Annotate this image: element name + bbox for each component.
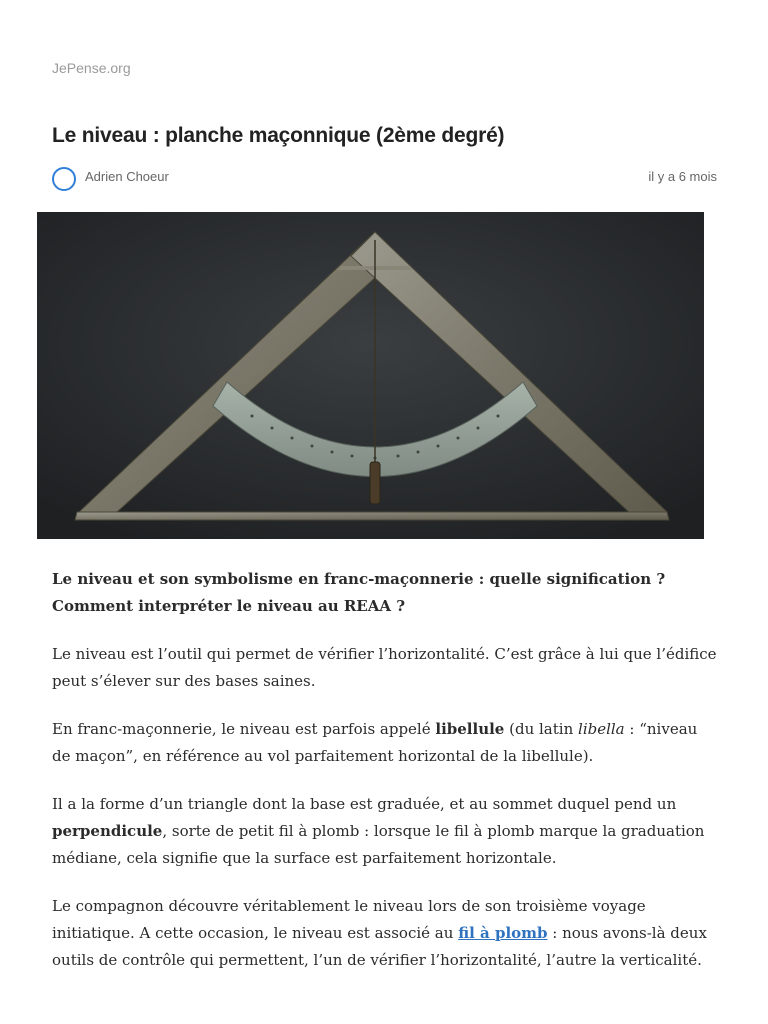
article-lead: Le niveau et son symbolisme en franc-maçonnerie : quelle signification ? Comment interpréter le niveau au REAA ? <box>52 570 666 615</box>
hero-image <box>37 212 704 539</box>
author-avatar[interactable] <box>52 167 76 191</box>
text: Il a la forme d’un triangle dont la base est graduée, et au sommet duquel pend un <box>52 795 677 813</box>
fil-a-plomb-link[interactable]: fil à plomb <box>458 924 548 942</box>
site-logo-link[interactable]: JePense.org <box>52 60 131 76</box>
bold-term: libellule <box>435 720 505 738</box>
text: En franc-maçonnerie, le niveau est parfois appelé <box>52 720 436 738</box>
paragraph: Le niveau est l’outil qui permet de vérifier l’horizontalité. C’est grâce à lui que l’édifice peut s’élever sur des bases saines. <box>52 645 717 690</box>
article-body <box>52 566 720 995</box>
text: Le compagnon découvre véritablement le niveau lors de son troisième voyage initiatique. A cette occasion, le niveau est associé au <box>52 897 646 942</box>
post-date: il y a 6 mois <box>648 169 717 184</box>
author-name[interactable]: Adrien Choeur <box>85 169 169 184</box>
bold-term: perpendicule <box>52 822 163 840</box>
masonic-level-illustration <box>37 212 704 539</box>
text: (du latin <box>504 720 579 738</box>
text: : nous avons-là deux outils de contrôle qui permettent, l’un de vérifier l’horizontalité, l’autre la verticalité. <box>52 924 707 969</box>
text: , sorte de petit fil à plomb : lorsque le fil à plomb marque la graduation médiane, cela signifie que la surface est parfaitement horizontale. <box>52 822 705 867</box>
page-title: Le niveau : planche maçonnique (2ème degré) <box>52 124 505 147</box>
paragraph <box>52 893 720 974</box>
text: : “niveau de maçon”, en référence au vol parfaitement horizontal de la libellule). <box>52 720 698 765</box>
paragraph <box>52 791 720 872</box>
paragraph <box>52 716 720 770</box>
italic-term: libella <box>578 720 625 738</box>
